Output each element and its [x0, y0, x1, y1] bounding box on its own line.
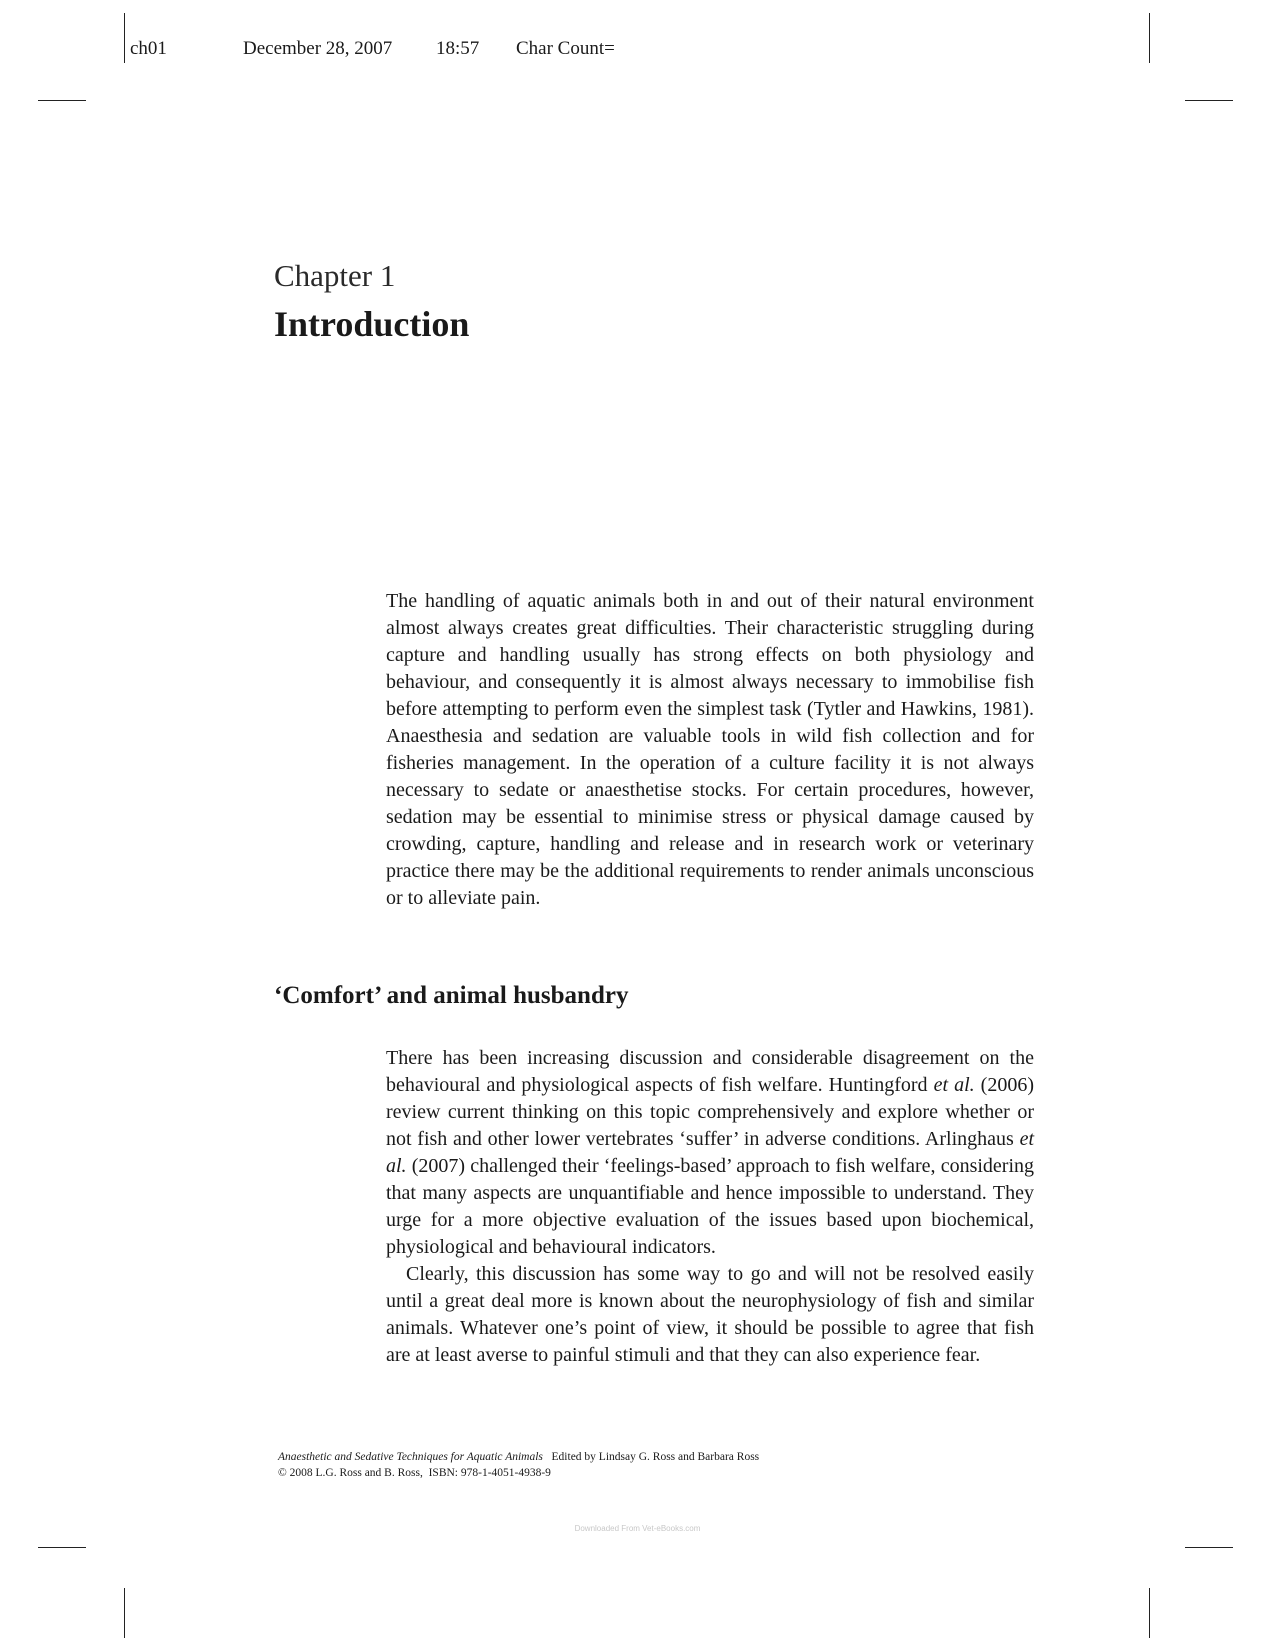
slug-time: 18:57 — [436, 38, 480, 59]
section-p1-italic-1: et al. — [933, 1074, 975, 1096]
crop-mark-bottom-right-horizontal — [1185, 1547, 1233, 1548]
crop-mark-bottom-right-vertical — [1149, 1588, 1150, 1638]
section-paragraph-1 — [386, 1045, 1034, 1261]
section-text-block — [386, 1045, 1034, 1369]
footer-note — [278, 1449, 759, 1481]
footer-book-title: Anaesthetic and Sedative Techniques for Aquatic Animals — [278, 1451, 543, 1463]
section-heading: ‘Comfort’ and animal husbandry — [274, 982, 629, 1009]
section-p1-text-1: There has been increasing discussion and considerable disagreement on the behavioural and physiological aspects of fish welfare. Huntingford — [386, 1047, 1034, 1096]
section-p1-text-2: (2006) review current thinking on this topic comprehensively and explore whether or not fish and other lower vertebrates ‘suffer’ in adverse conditions. Arlinghaus — [386, 1074, 1034, 1150]
intro-paragraph: The handling of aquatic animals both in and out of their natural environment almost always creates great difficulties. Their characteristic struggling during capture and handling usually has strong effects on both physiology and behaviour, and consequently it is almost always necessary to immobilise fish before attempting to perform even the simplest task (Tytler and Hawkins, 1981). Anaesthesia and sedation are valuable tools in wild fish collection and for fisheries management. In the operation of a culture facility it is not always necessary to sedate or anaesthetise stocks. For certain procedures, however, sedation may be essential to minimise stress or physical damage caused by crowding, capture, handling and release and in research work or veterinary practice there may be the additional requirements to render animals unconscious or to alleviate pain. — [386, 590, 1034, 909]
footer-isbn: ISBN: 978-1-4051-4938-9 — [428, 1467, 551, 1479]
crop-mark-bottom-left-horizontal — [38, 1547, 86, 1548]
footer-line-2 — [278, 1465, 759, 1481]
section-paragraph-2: Clearly, this discussion has some way to go and will not be resolved easily until a great deal more is known about the neurophysiology of fish and similar animals. Whatever one’s point of view, it should be possible to agree that fish are at least averse to painful stimuli and that they can also experience fear. — [386, 1263, 1034, 1366]
crop-mark-top-left-vertical — [124, 13, 125, 63]
crop-mark-top-right-vertical — [1149, 13, 1150, 63]
footer-copyright: © 2008 L.G. Ross and B. Ross, — [278, 1467, 423, 1479]
intro-text-block — [386, 588, 1034, 912]
slug-date: December 28, 2007 — [243, 38, 393, 59]
watermark: Downloaded From Vet-eBooks.com — [574, 1524, 701, 1533]
slug-char-count: Char Count= — [516, 38, 615, 59]
slug-file: ch01 — [130, 38, 167, 59]
crop-mark-top-left-horizontal — [38, 100, 86, 101]
footer-line-1 — [278, 1449, 759, 1465]
chapter-title: Introduction — [274, 304, 470, 344]
crop-mark-bottom-left-vertical — [124, 1588, 125, 1638]
footer-editors: Edited by Lindsay G. Ross and Barbara Ross — [551, 1451, 760, 1463]
chapter-label: Chapter 1 — [274, 258, 396, 293]
crop-mark-top-right-horizontal — [1185, 100, 1233, 101]
section-p1-text-3: (2007) challenged their ‘feelings-based’ approach to fish welfare, considering that many aspects are unquantifiable and hence impossible to understand. They urge for a more objective evaluation of the issues based upon biochemical, physiological and behavioural indicators. — [386, 1155, 1034, 1258]
section-p1-italic-2: et al. — [386, 1128, 1034, 1177]
